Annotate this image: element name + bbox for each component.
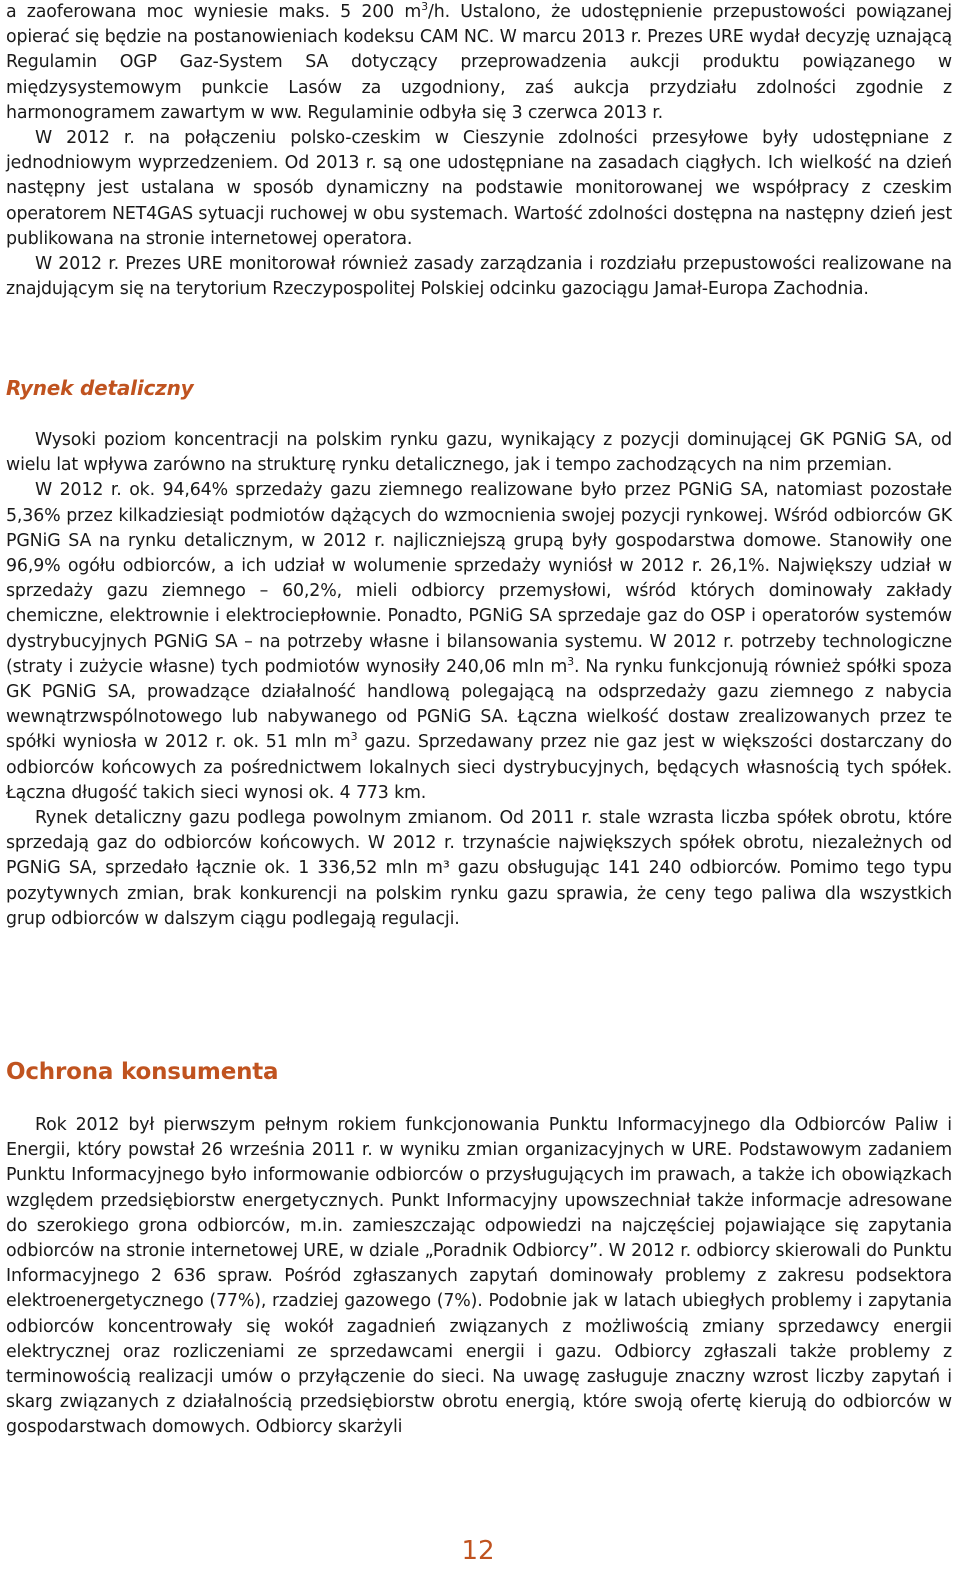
text-run: gazu. Sprzedawany przez nie gaz jest w większości dostarczany do odbiorców końcowych za pośrednictwem lokalnych sieci dystrybucyjnych, będących własnością tych spółek. Łączna długość takich sieci wynosi ok. 4 773 km.	[6, 732, 952, 803]
paragraph-capacity	[6, 0, 952, 126]
top-section	[6, 0, 952, 302]
heading-consumer-protection: Ochrona konsumenta	[6, 1059, 279, 1085]
text-run: W 2012 r. ok. 94,64% sprzedaży gazu ziemnego realizowane było przez PGNiG SA, natomiast pozostałe 5,36% przez kilkadziesiąt podmiotów dążących do wzmocnienia swojej pozycji rynkowej. Wśród odbiorców GK PGNiG SA na rynku detalicznym, w 2012 r. najliczniejszą grupą były gospodarstwa domowe. Stanowiły one 96,9% ogółu odbiorców, a ich udział w wolumenie sprzedaży wyniósł w 2012 r. 26,1%. Największy udział w sprzedaży gazu ziemnego – 60,2%, mieli odbiorcy przemysłowi, wśród których dominowały zakłady chemiczne, elektrownie i elektrociepłownie. Ponadto, PGNiG SA sprzedaje gaz do OSP i operatorów systemów dystrybucyjnych PGNiG SA – na potrzeby własne i bilansowania systemu. W 2012 r. potrzeby technologiczne (straty i zużycie własne) tych podmiotów wynosiły 240,06 mln m	[6, 480, 952, 677]
page-number: 12	[461, 1536, 495, 1566]
superscript: 3	[567, 655, 574, 669]
superscript: 3	[350, 730, 358, 744]
text-run: a zaoferowana moc wyniesie maks. 5 200 m	[6, 2, 422, 22]
paragraph-concentration: Wysoki poziom koncentracji na polskim rynku gazu, wynikający z pozycji dominującej GK PGNiG SA, od wielu lat wpływa zarówno na strukturę rynku detalicznego, jak i tempo zachodzących na nim przemian.	[6, 430, 952, 476]
paragraph-info-point: Rok 2012 był pierwszym pełnym rokiem funkcjonowania Punktu Informacyjnego dla Odbiorców Paliw i Energii, który powstał 26 września 2011 r. w wyniku zmian organizacyjnych w URE. Podstawowym zadaniem Punktu Informacyjnego było informowanie odbiorców o przysługujących im prawach, a także ich obowiązkach względem przedsiębiorstw energetycznych. Punkt Informacyjny upowszechniał także informacje adresowane do szerokiego grona odbiorców, m.in. zamieszczając odpowiedzi na najczęściej pojawiające się zapytania odbiorców na stronie internetowej URE, w dziale „Poradnik Odbiorcy”. W 2012 r. odbiorcy skierowali do Punktu Informacyjnego 2 636 spraw. Pośród zgłaszanych zapytań dominowały problemy z zakresu podsektora elektroenergetycznego (77%), rzadziej gazowego (7%). Podobnie jak w latach ubiegłych problemy i zapytania odbiorców koncentrowały się wokół zagadnień związanych z możliwością zmiany sprzedawcy energii elektrycznej oraz rozliczeniami ze sprzedawcami energii i gazu. Odbiorcy zgłaszali także problemy z terminowością realizacji umów o przyłączenie do sieci. Na uwagę zasługuje znaczny wzrost liczby zapytań i skarg związanych z działalnością przedsiębiorstw obrotu energią, które swoją ofertę kierują do odbiorców w gospodarstwach domowych. Odbiorcy skarżyli	[6, 1115, 952, 1438]
heading-retail-market: Rynek detaliczny	[6, 376, 194, 400]
retail-section	[6, 428, 952, 932]
paragraph-sales-share	[6, 478, 952, 806]
paragraph-retail-changes: Rynek detaliczny gazu podlega powolnym zmianom. Od 2011 r. stale wzrasta liczba spółek obrotu, które sprzedają gaz do odbiorców końcowych. W 2012 r. trzynaście największych spółek obrotu, niezależnych od PGNiG SA, sprzedało łącznie ok. 1 336,52 mln m³ gazu obsługując 141 240 odbiorców. Pomimo tego typu pozytywnych zmian, brak konkurencji na polskim rynku gazu sprawia, że ceny tego paliwa dla wszystkich grup odbiorców w dalszym ciągu podlegają regulacji.	[6, 808, 952, 929]
text-run: /h. Ustalono, że udostępnienie przepustowości powiązanej opierać się będzie na postanowieniach kodeksu CAM NC. W marcu 2013 r. Prezes URE wydał decyzję uznającą Regulamin OGP Gaz-System SA dotyczący przeprowadzenia aukcji produktu powiązanego w międzysystemowym punkcie Lasów za uzgodniony, zaś aukcja przydziału zdolności zgodnie z harmonogramem zawartym w ww. Regulaminie odbyła się 3 czerwca 2013 r.	[6, 2, 952, 123]
text-run: . Na rynku funkcjonują również spółki spoza GK PGNiG SA, prowadzące działalność handlową polegającą na odsprzedaży gazu ziemnego z nabycia wewnątrzwspólnotowego lub nabywanego od PGNiG SA. Łączna wielkość dostaw zrealizowanych przez te spółki wyniosła w 2012 r. ok. 51 mln m	[6, 656, 952, 753]
paragraph-cieszyn: W 2012 r. na połączeniu polsko-czeskim w Cieszynie zdolności przesyłowe były udostępniane z jednodniowym wyprzedzeniem. Od 2013 r. są one udostępniane na zasadach ciągłych. Ich wielkość na dzień następny jest ustalana w sposób dynamiczny na podstawie monitorowanej we współpracy z czeskim operatorem NET4GAS sytuacji ruchowej w obu systemach. Wartość zdolności dostępna na następny dzień jest publikowana na stronie internetowej operatora.	[6, 128, 952, 249]
superscript: 3	[421, 0, 428, 14]
paragraph-jamal: W 2012 r. Prezes URE monitorował również zasady zarządzania i rozdziału przepustowości realizowane na znajdującym się na terytorium Rzeczypospolitej Polskiej odcinku gazociągu Jamał-Europa Zachodnia.	[6, 254, 952, 300]
consumer-section	[6, 1113, 952, 1441]
